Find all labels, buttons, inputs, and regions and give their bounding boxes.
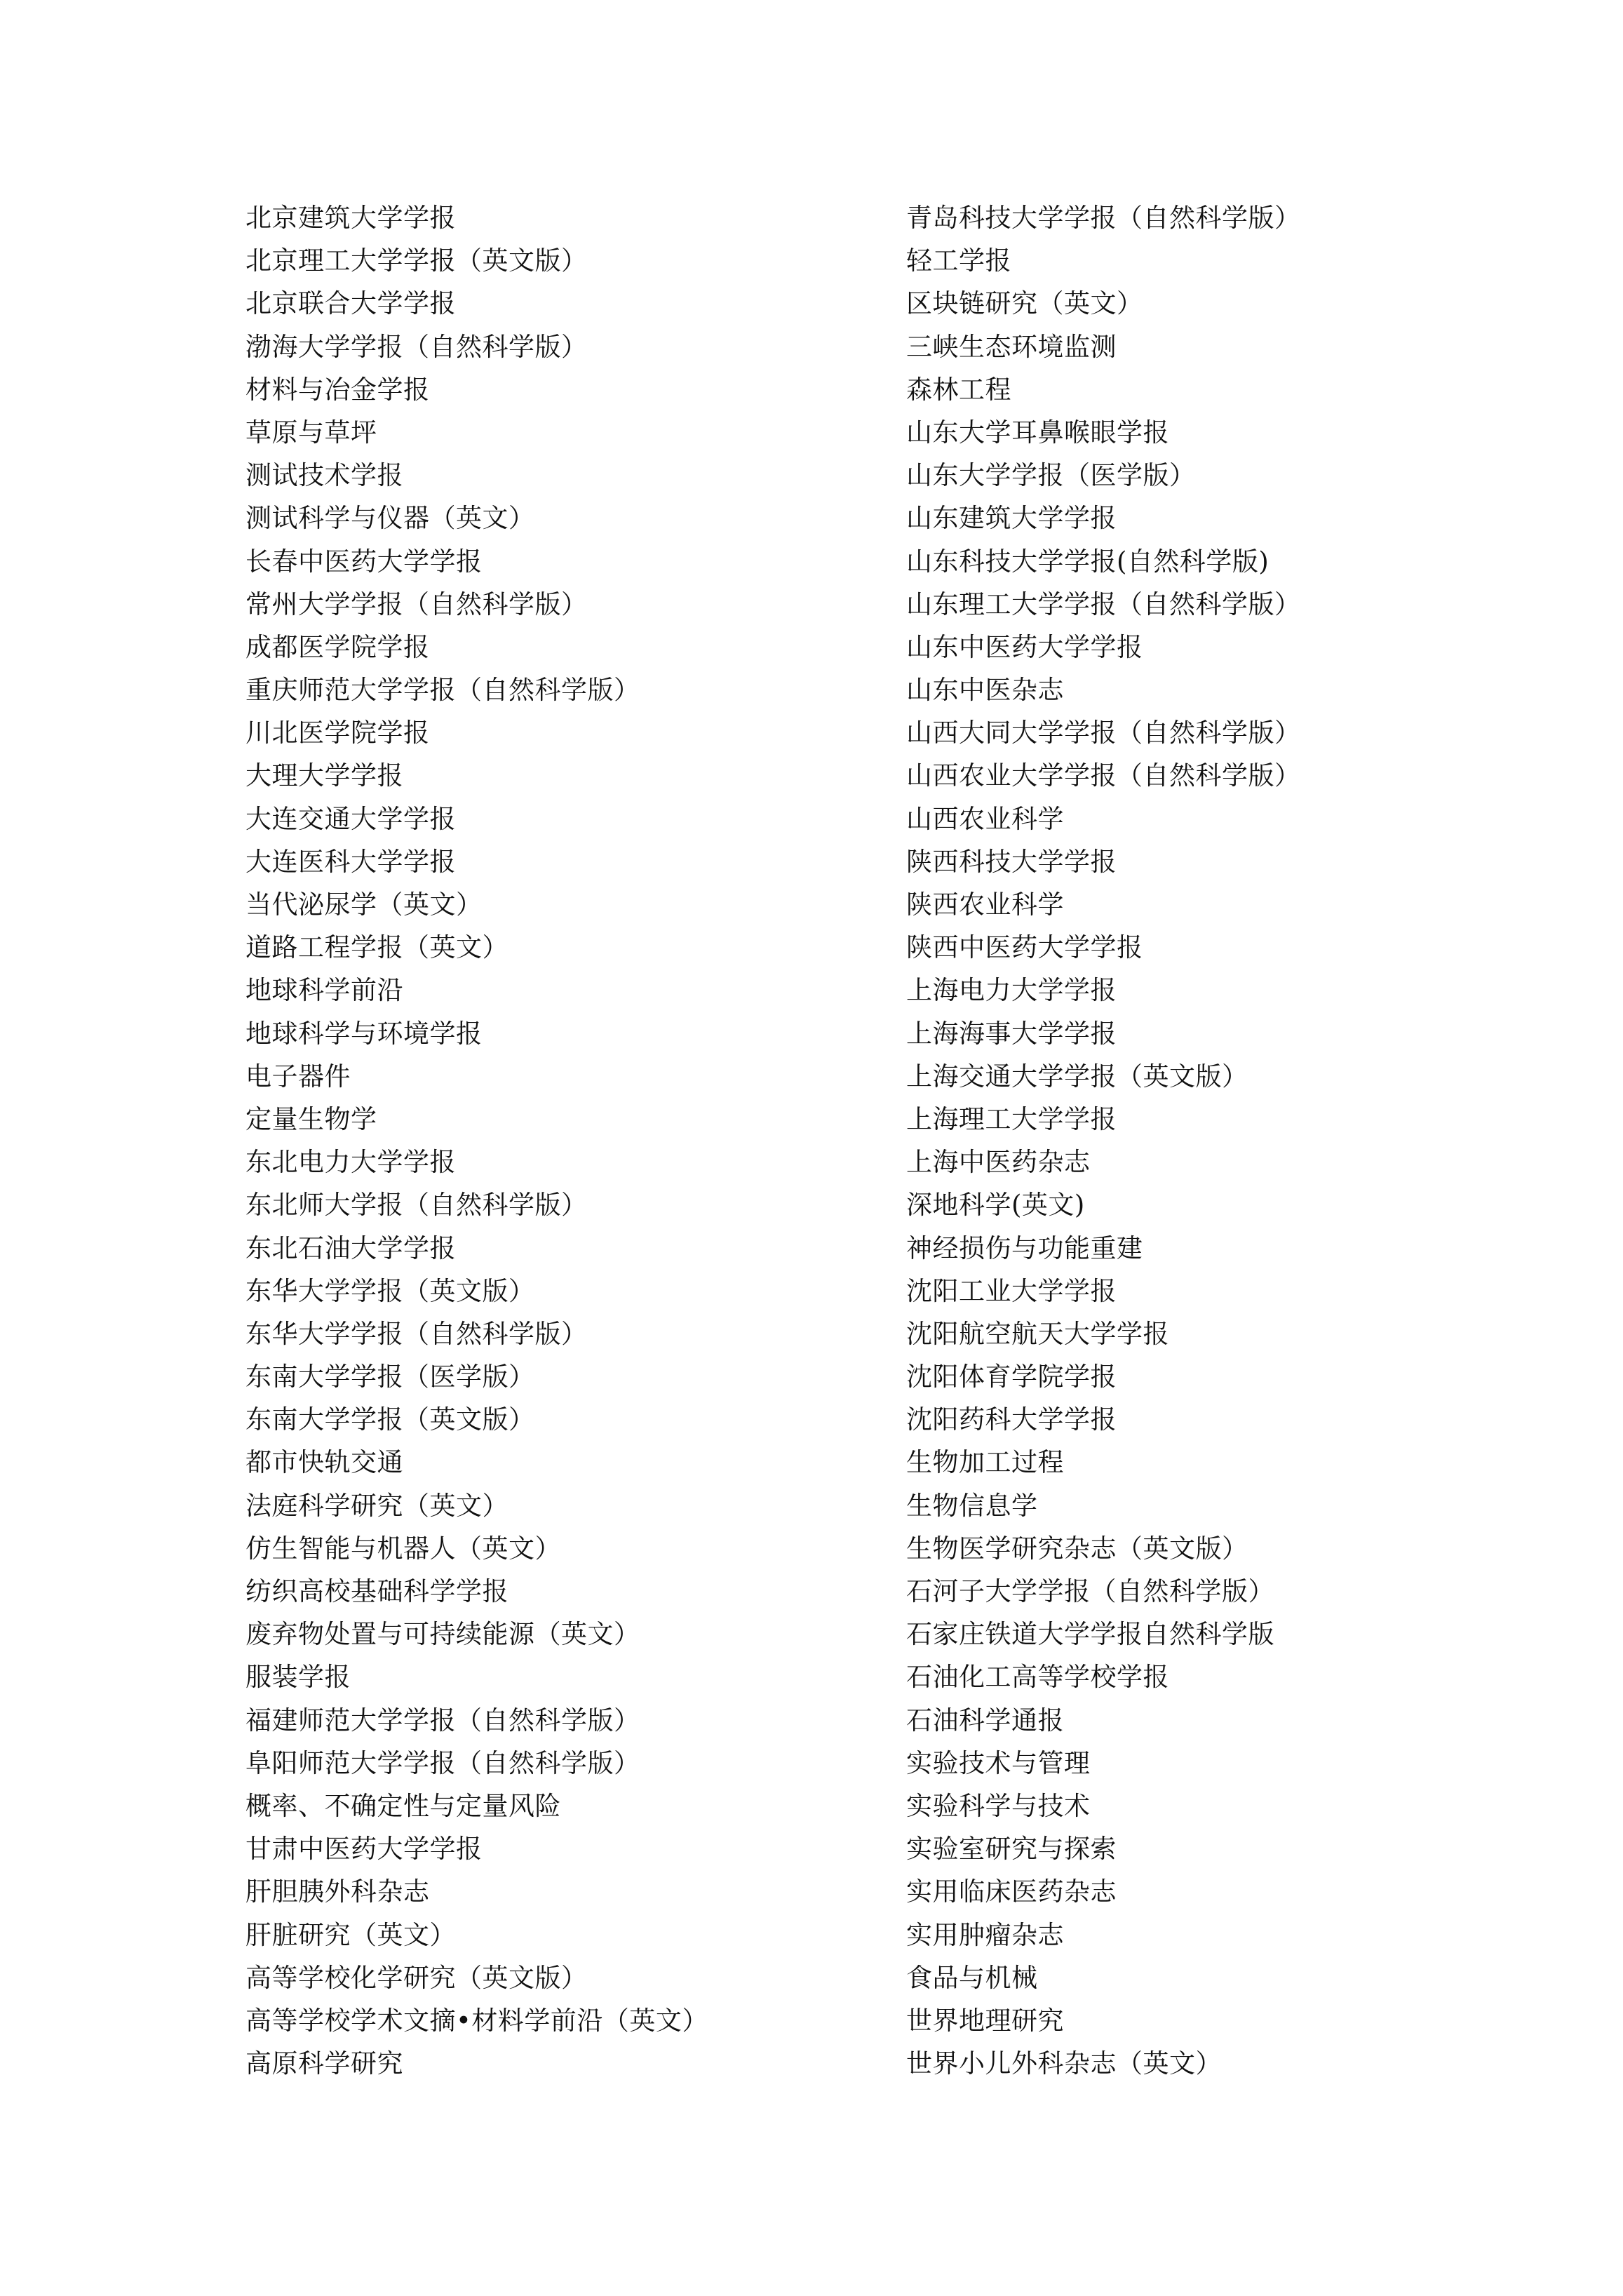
journal-entry: 山西农业科学	[906, 803, 1064, 834]
journal-entry: 实验科学与技术	[906, 1790, 1091, 1821]
journal-entry: 东南大学学报（英文版）	[245, 1404, 535, 1435]
journal-entry: 森林工程	[906, 374, 1011, 405]
journal-entry: 东华大学学报（自然科学版）	[245, 1318, 588, 1349]
journal-entry: 测试科学与仪器（英文）	[245, 503, 535, 534]
journal-entry: 成都医学院学报	[245, 631, 430, 662]
journal-entry: 山西农业大学学报（自然科学版）	[906, 760, 1301, 791]
journal-entry: 实验室研究与探索	[906, 1834, 1117, 1865]
journal-entry: 沈阳体育学院学报	[906, 1362, 1117, 1392]
journal-entry: 神经损伤与功能重建	[906, 1233, 1143, 1263]
journal-entry: 生物医学研究杂志（英文版）	[906, 1533, 1248, 1564]
journal-entry: 大连交通大学学报	[245, 803, 456, 834]
journal-entry: 电子器件	[245, 1061, 351, 1092]
journal-entry: 长春中医药大学学报	[245, 546, 483, 577]
journal-entry: 世界地理研究	[906, 2005, 1064, 2036]
journal-entry: 材料与冶金学报	[245, 374, 430, 405]
journal-entry: 草原与草坪	[245, 417, 377, 448]
journal-entry: 上海海事大学学报	[906, 1018, 1117, 1049]
journal-entry: 阜阳师范大学学报（自然科学版）	[245, 1747, 640, 1778]
journal-entry: 山东大学耳鼻喉眼学报	[906, 417, 1169, 448]
journal-entry: 都市快轨交通	[245, 1447, 403, 1478]
journal-entry: 山东中医杂志	[906, 675, 1064, 706]
journal-entry: 石家庄铁道大学学报自然科学版	[906, 1619, 1274, 1650]
journal-entry: 山东中医药大学学报	[906, 631, 1143, 662]
journal-entry: 石河子大学学报（自然科学版）	[906, 1576, 1274, 1606]
journal-entry: 青岛科技大学学报（自然科学版）	[906, 203, 1301, 233]
journal-entry: 当代泌尿学（英文）	[245, 889, 483, 920]
journal-entry: 陕西中医药大学学报	[906, 932, 1143, 963]
journal-entry: 地球科学与环境学报	[245, 1018, 483, 1049]
journal-entry: 道路工程学报（英文）	[245, 932, 509, 963]
journal-entry: 陕西科技大学学报	[906, 846, 1117, 877]
journal-entry: 福建师范大学学报（自然科学版）	[245, 1705, 640, 1736]
journal-entry: 生物加工过程	[906, 1447, 1064, 1478]
journal-entry: 生物信息学	[906, 1490, 1038, 1521]
journal-entry: 山东大学学报（医学版）	[906, 460, 1196, 491]
journal-entry: 东北石油大学学报	[245, 1233, 456, 1263]
journal-entry: 东华大学学报（英文版）	[245, 1275, 535, 1306]
journal-entry: 高等学校化学研究（英文版）	[245, 1962, 588, 1993]
journal-entry: 大连医科大学学报	[245, 846, 456, 877]
journal-entry: 北京理工大学学报（英文版）	[245, 246, 588, 276]
journal-entry: 常州大学学报（自然科学版）	[245, 589, 588, 619]
journal-entry: 概率、不确定性与定量风险	[245, 1790, 561, 1821]
journal-entry: 渤海大学学报（自然科学版）	[245, 331, 588, 362]
journal-entry: 废弃物处置与可持续能源（英文）	[245, 1619, 640, 1650]
journal-entry: 深地科学(英文)	[906, 1190, 1085, 1221]
journal-entry: 实用肿瘤杂志	[906, 1919, 1064, 1950]
journal-entry: 北京联合大学学报	[245, 288, 456, 319]
journal-entry: 肝脏研究（英文）	[245, 1919, 456, 1950]
journal-entry: 食品与机械	[906, 1962, 1038, 1993]
journal-entry: 山西大同大学学报（自然科学版）	[906, 718, 1301, 748]
journal-entry: 沈阳药科大学学报	[906, 1404, 1117, 1435]
journal-entry: 轻工学报	[906, 246, 1011, 276]
journal-entry: 石油化工高等学校学报	[906, 1662, 1169, 1693]
journal-entry: 三峡生态环境监测	[906, 331, 1117, 362]
journal-entry: 仿生智能与机器人（英文）	[245, 1533, 561, 1564]
journal-entry: 实验技术与管理	[906, 1747, 1091, 1778]
journal-entry: 世界小儿外科杂志（英文）	[906, 2048, 1222, 2079]
journal-entry: 高原科学研究	[245, 2048, 403, 2079]
journal-entry: 北京建筑大学学报	[245, 203, 456, 233]
journal-entry: 服装学报	[245, 1662, 351, 1693]
journal-entry: 实用临床医药杂志	[906, 1877, 1117, 1907]
journal-entry: 沈阳航空航天大学学报	[906, 1318, 1169, 1349]
journal-entry: 川北医学院学报	[245, 718, 430, 748]
journal-entry: 甘肃中医药大学学报	[245, 1834, 483, 1865]
journal-entry: 纺织高校基础科学学报	[245, 1576, 509, 1606]
journal-entry: 东北电力大学学报	[245, 1147, 456, 1178]
journal-entry: 东南大学学报（医学版）	[245, 1362, 535, 1392]
journal-entry: 上海中医药杂志	[906, 1147, 1091, 1178]
journal-entry: 上海理工大学学报	[906, 1103, 1117, 1134]
journal-entry: 重庆师范大学学报（自然科学版）	[245, 675, 640, 706]
journal-entry: 定量生物学	[245, 1103, 377, 1134]
journal-entry: 测试技术学报	[245, 460, 403, 491]
journal-entry: 山东建筑大学学报	[906, 503, 1117, 534]
journal-entry: 上海电力大学学报	[906, 975, 1117, 1006]
journal-entry: 肝胆胰外科杂志	[245, 1877, 430, 1907]
journal-entry: 山东理工大学学报（自然科学版）	[906, 589, 1301, 619]
journal-entry: 陕西农业科学	[906, 889, 1064, 920]
journal-entry: 东北师大学报（自然科学版）	[245, 1190, 588, 1221]
journal-entry: 高等学校学术文摘•材料学前沿（英文）	[245, 2005, 708, 2036]
journal-entry: 沈阳工业大学学报	[906, 1275, 1117, 1306]
left-journal-list	[245, 196, 877, 2085]
journal-entry: 大理大学学报	[245, 760, 403, 791]
journal-entry: 上海交通大学学报（英文版）	[906, 1061, 1248, 1092]
journal-entry: 地球科学前沿	[245, 975, 403, 1006]
journal-entry: 山东科技大学学报(自然科学版)	[906, 546, 1270, 577]
journal-entry: 法庭科学研究（英文）	[245, 1490, 509, 1521]
journal-entry: 区块链研究（英文）	[906, 288, 1143, 319]
right-journal-list	[906, 196, 1580, 2085]
journal-entry: 石油科学通报	[906, 1705, 1064, 1736]
